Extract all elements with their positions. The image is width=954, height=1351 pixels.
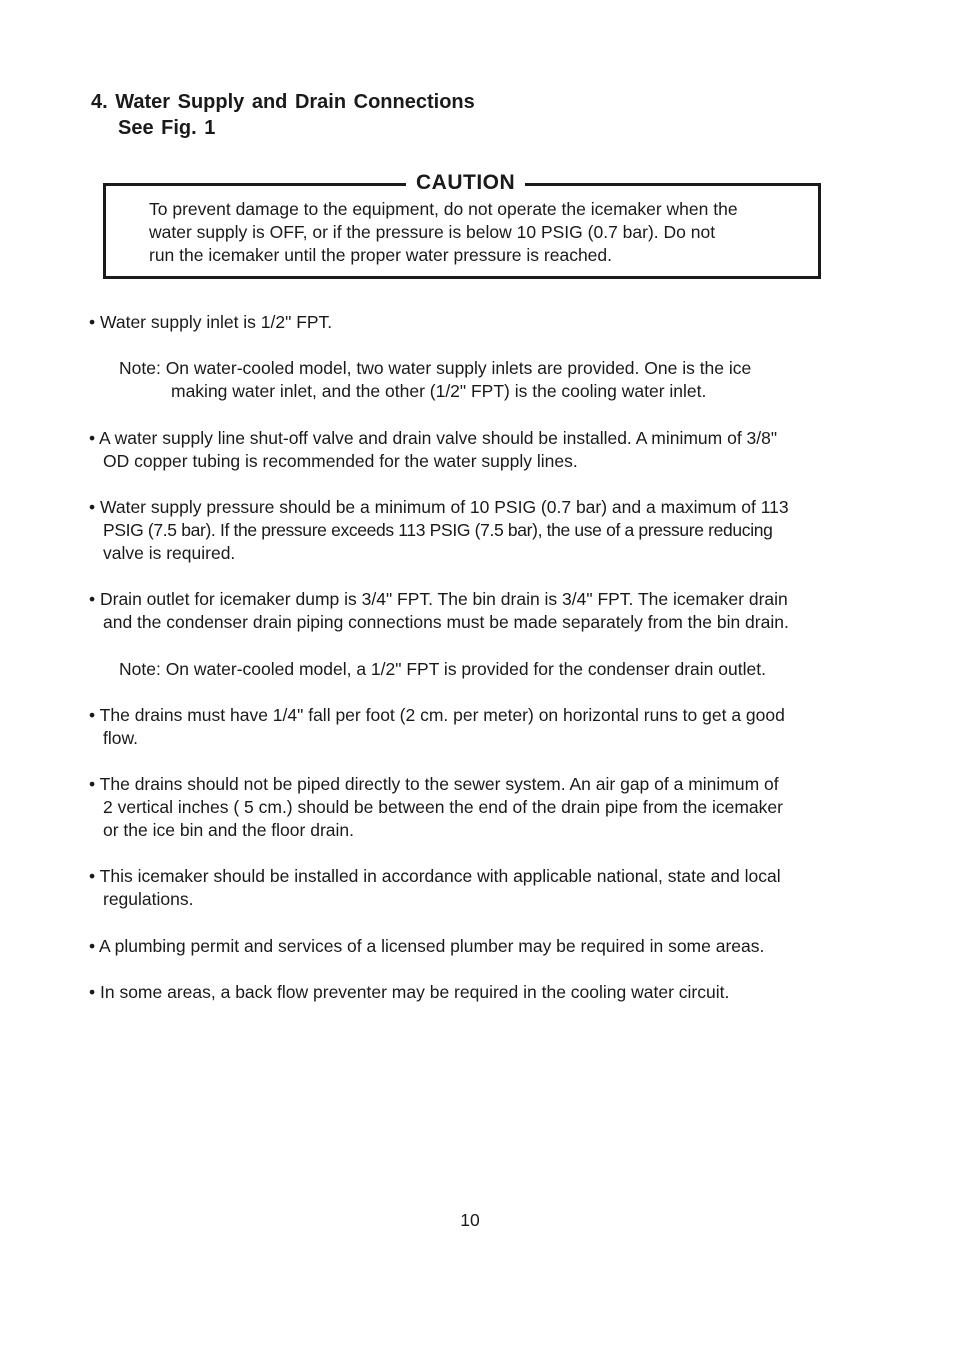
bullet-line: • A water supply line shut-off valve and drain valve should be installed. A minimum of 3/8" — [89, 428, 778, 448]
bullet-air-gap — [89, 773, 849, 842]
caution-text — [149, 198, 809, 267]
bullet-line: OD copper tubing is recommended for the water supply lines. — [103, 451, 578, 471]
bullet-line: • This icemaker should be installed in accordance with applicable national, state and local — [89, 866, 781, 886]
bullet-line: and the condenser drain piping connections must be made separately from the bin drain. — [103, 612, 789, 632]
bullet-line: valve is required. — [103, 543, 236, 563]
bullet-line: flow. — [103, 728, 139, 748]
bullet-regulations — [89, 865, 849, 911]
bullet-drain-fall — [89, 704, 849, 750]
bullet-line: • The drains must have 1/4" fall per foot (2 cm. per meter) on horizontal runs to get a good — [89, 705, 785, 725]
bullet-line: • In some areas, a back flow preventer may be required in the cooling water circuit. — [89, 982, 730, 1002]
bullet-shutoff-valve — [89, 427, 849, 473]
caution-title: CAUTION — [406, 170, 525, 196]
section-heading — [91, 89, 475, 141]
figure-reference: See Fig. 1 — [118, 117, 216, 139]
section-title: 4. Water Supply and Drain Connections — [91, 91, 475, 113]
bullet-drain-outlet — [89, 588, 849, 634]
caution-line: To prevent damage to the equipment, do not operate the icemaker when the — [149, 199, 738, 219]
bullet-line: • The drains should not be piped directly to the sewer system. An air gap of a minimum of — [89, 774, 779, 794]
bullet-plumbing-permit — [89, 935, 849, 958]
bullet-line: • Water supply inlet is 1/2" FPT. — [89, 312, 333, 332]
bullet-backflow — [89, 981, 849, 1004]
bullet-line: • Water supply pressure should be a minimum of 10 PSIG (0.7 bar) and a maximum of 113 — [89, 497, 789, 517]
bullet-supply-pressure — [89, 496, 849, 565]
bullet-line: • A plumbing permit and services of a licensed plumber may be required in some areas. — [89, 936, 765, 956]
bullet-inlet-size — [89, 311, 849, 334]
bullet-line: 2 vertical inches ( 5 cm.) should be between the end of the drain pipe from the icemaker — [103, 797, 783, 817]
note-line: Note: On water-cooled model, a 1/2" FPT is provided for the condenser drain outlet. — [119, 659, 766, 679]
bullet-line: PSIG (7.5 bar). If the pressure exceeds 113 PSIG (7.5 bar), the use of a pressure reducing — [103, 520, 773, 540]
bullet-line: or the ice bin and the floor drain. — [103, 820, 354, 840]
note-condenser-drain — [119, 658, 839, 681]
page-number: 10 — [460, 1210, 480, 1230]
bullet-line: regulations. — [103, 889, 194, 909]
caution-box — [103, 171, 821, 279]
note-line: making water inlet, and the other (1/2" FPT) is the cooling water inlet. — [171, 381, 707, 401]
caution-line: run the icemaker until the proper water pressure is reached. — [149, 245, 613, 265]
bullet-line: • Drain outlet for icemaker dump is 3/4" FPT. The bin drain is 3/4" FPT. The icemaker drain — [89, 589, 788, 609]
note-line: Note: On water-cooled model, two water supply inlets are provided. One is the ice — [119, 358, 752, 378]
caution-line: water supply is OFF, or if the pressure is below 10 PSIG (0.7 bar). Do not — [149, 222, 716, 242]
note-water-inlets — [119, 357, 839, 403]
